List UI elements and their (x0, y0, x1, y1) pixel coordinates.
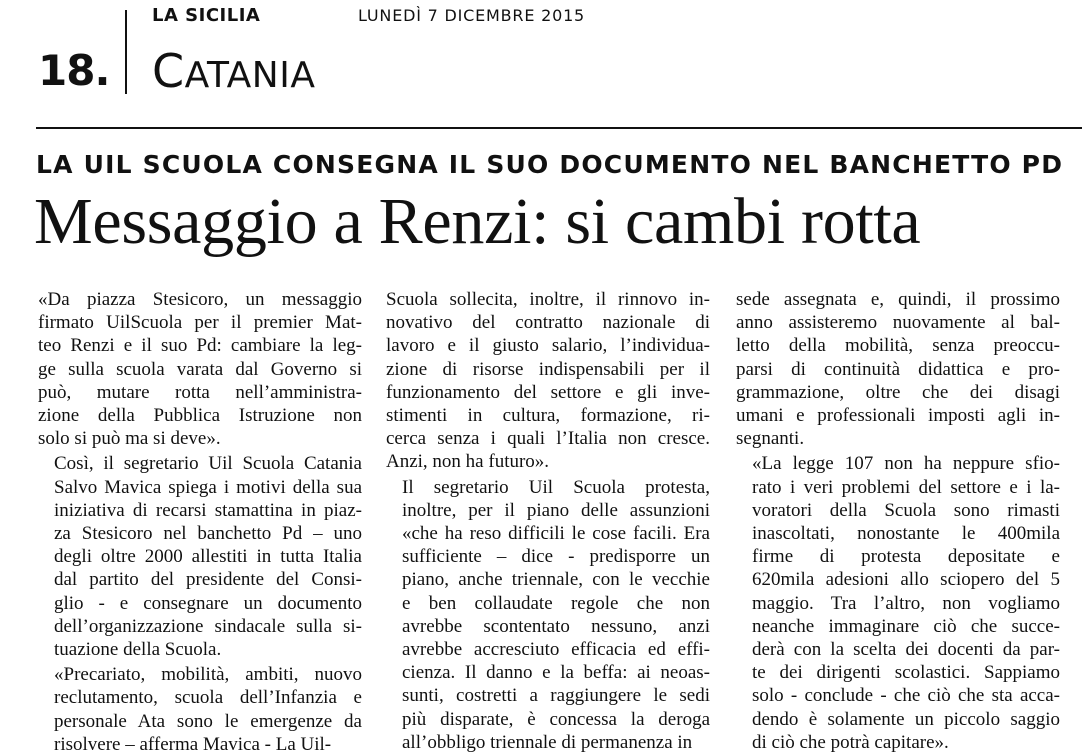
article-paragraph (38, 452, 362, 661)
article-column-2 (386, 288, 710, 754)
text-line: dendo è solamente un piccolo saggio (752, 708, 1060, 730)
text-line: Scuola sollecita, inoltre, il rinnovo in- (386, 289, 710, 310)
text-line: voratori della Scuola sono rimasti (752, 499, 1060, 521)
text-line: solo si può ma si deve». (38, 428, 221, 450)
text-line: segnanti. (736, 428, 805, 450)
text-line: e ben collaudate regole che non (402, 592, 710, 614)
text-line: sede assegnata e, quindi, il prossimo (736, 289, 1060, 310)
text-line: sufficiente – dice - predisporre un (402, 546, 710, 568)
article-column-3 (736, 288, 1060, 754)
text-line: sunti, costretti a raggiungere le sedi (402, 685, 710, 707)
text-line: dell’organizzazione sindacale sulla si- (54, 615, 362, 637)
text-line: cerca senza i quali l’Italia non cresce. (386, 428, 710, 450)
text-line: inoltre, per il piano delle assunzioni (402, 499, 710, 521)
article-paragraph (386, 288, 710, 474)
text-line: stimenti in cultura, formazione, ri- (386, 405, 710, 427)
text-line: Anzi, non ha futuro». (386, 451, 550, 473)
text-line: parsi di continuità didattica e pro- (736, 358, 1060, 380)
article-paragraph (386, 476, 710, 754)
text-line: avrebbe accresciuto efficacia ed effi- (402, 639, 710, 661)
page-header (0, 0, 1082, 130)
newspaper-name: LA SICILIA (152, 5, 261, 26)
article-overline: LA UIL SCUOLA CONSEGNA IL SUO DOCUMENTO NEL BANCHETTO PD (36, 150, 1064, 179)
article-paragraph (736, 452, 1060, 754)
text-line: iniziativa di recarsi stamattina in piaz- (54, 499, 362, 521)
text-line: maggio. Tra l’altro, non vogliamo (752, 592, 1060, 614)
text-line: dal partito del presidente del Consi- (54, 569, 362, 591)
text-line: Il segretario Uil Scuola protesta, (402, 476, 710, 498)
text-line: avrebbe scontentato nessuno, anzi (402, 615, 710, 637)
text-line: anno assisteremo nuovamente al bal- (736, 312, 1060, 334)
text-line: può, mutare rotta nell’amministra- (38, 381, 362, 403)
section-title (152, 44, 315, 98)
text-line: cienza. Il danno e la beffa: ai neoas- (402, 662, 710, 684)
text-line: all’obbligo triennale di permanenza in (402, 731, 693, 753)
text-line: novativo del contratto nazionale di (386, 312, 710, 334)
text-line: di ciò che potrà capitare». (752, 731, 949, 753)
text-line: zione di risorse indispensabili per il (386, 358, 710, 380)
article-paragraph (38, 663, 362, 756)
header-divider (125, 10, 127, 94)
text-line: «La legge 107 non ha neppure sfio- (752, 453, 1060, 475)
text-line: neanche immaginare ciò che succe- (752, 615, 1060, 637)
text-line: ge sulla scuola varata dal Governo si (38, 358, 362, 380)
text-line: rato i veri problemi del settore e i la- (752, 476, 1060, 498)
text-line: lavoro e il giusto salario, l’individua- (386, 335, 710, 357)
text-line: za Stesicoro nel banchetto Pd – uno (54, 523, 362, 545)
text-line: reclutamento, scuola dell’Infanzia e (54, 687, 362, 709)
text-line: «Da piazza Stesicoro, un messaggio (38, 289, 362, 310)
text-line: personale Ata sono le emergenze da (54, 710, 362, 732)
text-line: 620mila adesioni allo sciopero del 5 (752, 569, 1060, 591)
text-line: degli oltre 2000 allestiti in tutta Italia (54, 546, 362, 568)
text-line: letto della mobilità, senza preoccu- (736, 335, 1060, 357)
text-line: glio - e consegnare un documento (54, 592, 362, 614)
issue-date: LUNEDÌ 7 DICEMBRE 2015 (358, 6, 586, 25)
article-paragraph (38, 288, 362, 450)
text-line: teo Renzi e il suo Pd: cambiare la leg- (38, 335, 362, 357)
text-line: tuazione della Scuola. (54, 639, 222, 661)
text-line: Salvo Mavica spiega i motivi della sua (54, 476, 362, 498)
text-line: «Precariato, mobilità, ambiti, nuovo (54, 664, 362, 686)
text-line: umani e professionali imposti agli in- (736, 405, 1060, 427)
text-line: solo - conclude - che ciò che sta acca- (752, 685, 1060, 707)
section-initial: C (152, 44, 185, 98)
text-line: piano, anche triennale, con le vecchie (402, 569, 710, 591)
section-rest: ATANIA (184, 55, 316, 96)
text-line: «che ha reso difficili le cose facili. Era (402, 523, 710, 545)
page-number: 18. (38, 46, 110, 95)
header-rule (36, 127, 1082, 129)
text-line: firme di protesta depositate e (752, 546, 1060, 568)
text-line: inascoltati, nonostante le 400mila (752, 523, 1060, 545)
article-column-1 (38, 288, 362, 756)
article-paragraph (736, 288, 1060, 450)
text-line: risolvere – afferma Mavica - La Uil- (54, 733, 332, 755)
text-line: Così, il segretario Uil Scuola Catania (54, 453, 362, 475)
text-line: te dei dirigenti scolastici. Sappiamo (752, 662, 1060, 684)
text-line: zione della Pubblica Istruzione non (38, 405, 362, 427)
article-headline: Messaggio a Renzi: si cambi rotta (34, 185, 921, 258)
text-line: funzionamento del settore e gli inve- (386, 381, 710, 403)
text-line: derà con la scelta dei docenti da par- (752, 639, 1060, 661)
text-line: più disparate, è concessa la deroga (402, 708, 710, 730)
text-line: grammazione, oltre che dei disagi (736, 381, 1060, 403)
text-line: firmato UilScuola per il premier Mat- (38, 312, 362, 334)
